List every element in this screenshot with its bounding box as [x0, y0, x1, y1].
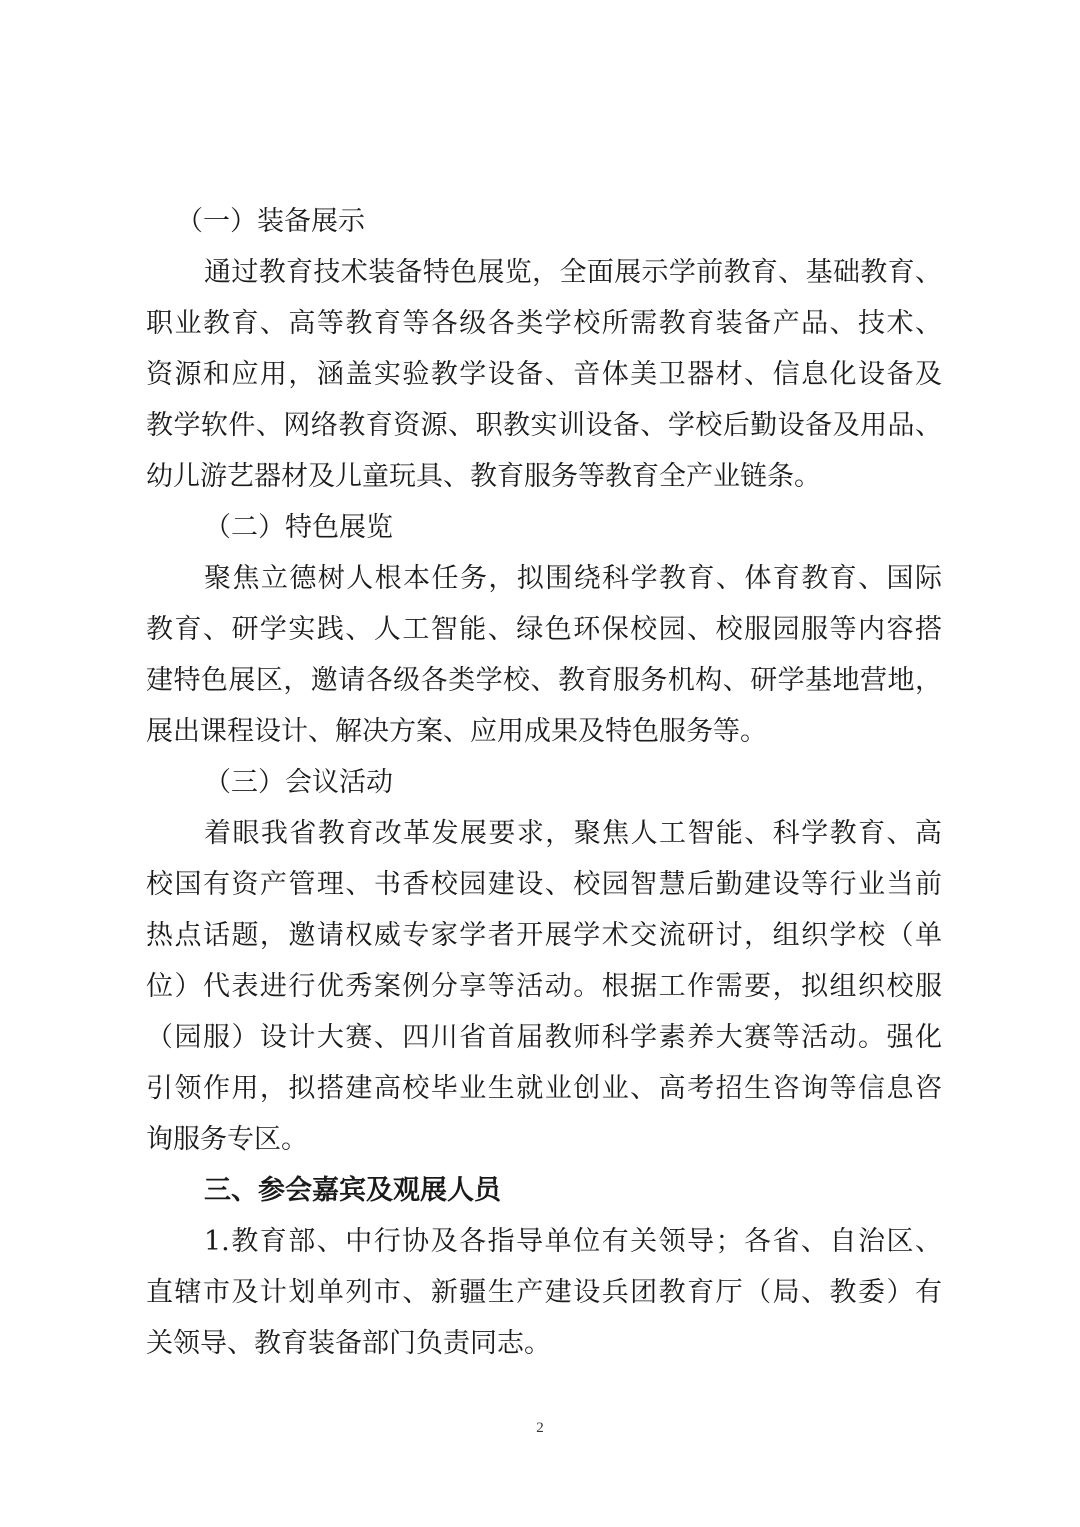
- paragraph-line: 建特色展区，邀请各级各类学校、教育服务机构、研学基地营地，: [146, 665, 942, 696]
- paragraph-line: 职业教育、高等教育等各级各类学校所需教育装备产品、技术、: [146, 308, 942, 339]
- section-heading-featured-exhibition: （二）特色展览: [204, 512, 393, 543]
- paragraph-line: 通过教育技术装备特色展览，全面展示学前教育、基础教育、: [204, 257, 942, 288]
- chapter-heading-guests: 三、参会嘉宾及观展人员: [204, 1175, 501, 1206]
- document-body: [146, 196, 942, 1369]
- paragraph-line: 直辖市及计划单列市、新疆生产建设兵团教育厅（局、教委）有: [146, 1277, 942, 1308]
- paragraph-line: 位）代表进行优秀案例分享等活动。根据工作需要，拟组织校服: [146, 971, 942, 1002]
- paragraph-line: 幼儿游艺器材及儿童玩具、教育服务等教育全产业链条。: [146, 461, 821, 492]
- paragraph-line: 着眼我省教育改革发展要求，聚焦人工智能、科学教育、高: [204, 818, 942, 849]
- paragraph-line: （园服）设计大赛、四川省首届教师科学素养大赛等活动。强化: [146, 1022, 942, 1053]
- paragraph-line: 热点话题，邀请权威专家学者开展学术交流研讨，组织学校（单: [146, 920, 942, 951]
- paragraph-line: 展出课程设计、解决方案、应用成果及特色服务等。: [146, 716, 767, 747]
- paragraph-line: 资源和应用，涵盖实验教学设备、音体美卫器材、信息化设备及: [146, 359, 942, 390]
- paragraph-line: 1.教育部、中行协及各指导单位有关领导；各省、自治区、: [204, 1226, 942, 1257]
- paragraph-line: 聚焦立德树人根本任务，拟围绕科学教育、体育教育、国际: [204, 563, 942, 594]
- paragraph-line: 教学软件、网络教育资源、职教实训设备、学校后勤设备及用品、: [146, 410, 942, 441]
- page-number: 2: [536, 1420, 544, 1436]
- paragraph-line: 引领作用，拟搭建高校毕业生就业创业、高考招生咨询等信息咨: [146, 1073, 942, 1104]
- section-heading-conference-activities: （三）会议活动: [204, 767, 393, 798]
- paragraph-line: 校国有资产管理、书香校园建设、校园智慧后勤建设等行业当前: [146, 869, 942, 900]
- paragraph-line: 询服务专区。: [146, 1124, 308, 1155]
- section-heading-equipment: （一）装备展示: [176, 206, 365, 237]
- paragraph-line: 教育、研学实践、人工智能、绿色环保校园、校服园服等内容搭: [146, 614, 942, 645]
- paragraph-line: 关领导、教育装备部门负责同志。: [146, 1328, 551, 1359]
